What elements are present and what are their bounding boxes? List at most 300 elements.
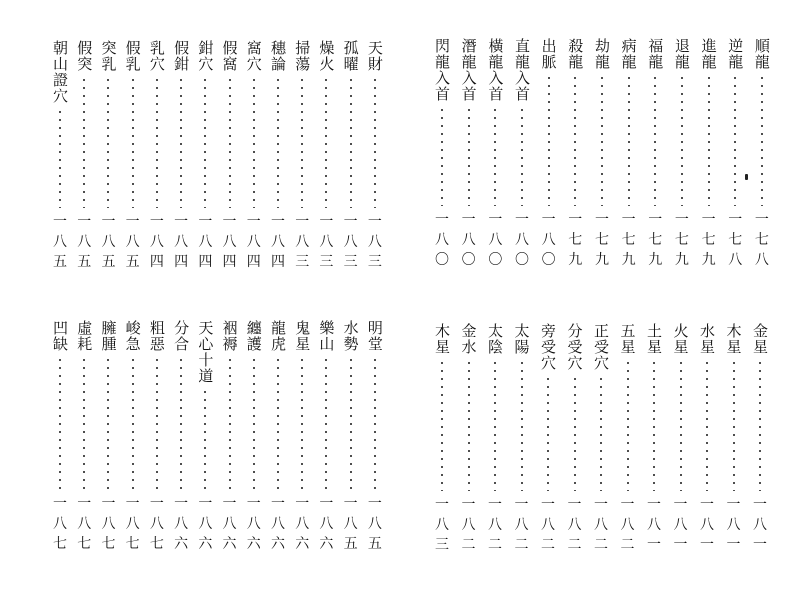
toc-entry-title: 木星 xyxy=(724,323,743,355)
leader-dots xyxy=(180,76,182,208)
page-number-digit: 八 xyxy=(753,517,767,533)
page-number-digit: 三 xyxy=(367,254,382,270)
leader-dots xyxy=(180,356,182,490)
leader-dots xyxy=(628,74,630,206)
leader-dots xyxy=(132,76,134,208)
page-number-digit: 一 xyxy=(198,496,213,512)
page-number-digit: 一 xyxy=(101,496,116,512)
page-number-digit: 八 xyxy=(270,234,285,250)
page-number-digit: 一 xyxy=(673,497,688,513)
toc-entry xyxy=(244,320,264,554)
page-number-digit: 〇 xyxy=(461,252,476,268)
toc-page-number xyxy=(244,494,264,554)
toc-entry-title: 殺龍 xyxy=(566,38,585,70)
toc-page-number xyxy=(123,212,143,272)
leader-dots xyxy=(601,74,603,206)
page-number-digit: 〇 xyxy=(514,252,529,268)
leader-dots xyxy=(83,356,85,490)
toc-entry xyxy=(671,323,691,555)
page-number-digit: 二 xyxy=(461,537,476,553)
toc-entry-title: 福龍 xyxy=(646,38,665,70)
toc-entry-title: 燥火 xyxy=(317,40,336,72)
leader-dots xyxy=(59,108,61,208)
page-number-digit: 一 xyxy=(53,214,67,230)
toc-entry-title: 假鉗 xyxy=(172,40,191,72)
page-number-digit: 三 xyxy=(343,254,358,270)
toc-page-number xyxy=(365,212,385,272)
toc-block-top-left xyxy=(50,40,385,272)
toc-entry xyxy=(268,40,288,272)
toc-entry xyxy=(697,323,717,555)
toc-page-number xyxy=(268,494,288,554)
toc-entry-title: 龍虎 xyxy=(268,320,287,352)
page-number-digit: 一 xyxy=(53,496,67,512)
page-number-digit: 一 xyxy=(125,214,140,230)
page-number-digit: 七 xyxy=(594,232,609,248)
toc-page-number xyxy=(724,495,744,555)
page-number-digit: 一 xyxy=(149,496,164,512)
page-number-digit: 八 xyxy=(77,516,92,532)
toc-page-number xyxy=(672,210,692,270)
page-number-digit: 一 xyxy=(319,214,334,230)
page-number-digit: 八 xyxy=(295,234,310,250)
toc-page-number xyxy=(98,494,118,554)
page-number-digit: 六 xyxy=(222,536,237,552)
page-number-digit: 一 xyxy=(174,214,189,230)
leader-dots xyxy=(521,106,523,206)
toc-page-number xyxy=(432,210,452,270)
page-number-digit: 六 xyxy=(319,536,334,552)
page-number-digit: 八 xyxy=(367,234,382,250)
toc-page-number xyxy=(171,212,191,272)
page-number-digit: 八 xyxy=(319,516,334,532)
page-number-digit: 五 xyxy=(343,536,358,552)
page-number-digit: 八 xyxy=(488,232,503,248)
page-number-digit: 一 xyxy=(648,212,663,228)
page-number-digit: 一 xyxy=(270,214,285,230)
page-number-digit: 九 xyxy=(568,252,583,268)
leader-dots xyxy=(574,375,576,491)
toc-entry-title: 朝山證穴 xyxy=(51,40,69,104)
leader-dots xyxy=(350,76,352,208)
toc-page-number xyxy=(147,212,167,272)
page-number-digit: 七 xyxy=(568,232,583,248)
page-number-digit: 八 xyxy=(673,517,688,533)
toc-entry xyxy=(485,38,505,270)
page-number-digit: 一 xyxy=(728,212,743,228)
toc-page-number xyxy=(538,495,558,555)
page-number-digit: 七 xyxy=(701,232,716,248)
toc-entry xyxy=(147,40,167,272)
toc-entry xyxy=(292,40,312,272)
toc-entry-title: 虛耗 xyxy=(75,320,94,352)
page-number-digit: 一 xyxy=(514,497,529,513)
page-number-digit: 八 xyxy=(198,516,213,532)
toc-entry xyxy=(619,38,639,270)
toc-entry-title: 劫龍 xyxy=(592,38,611,70)
toc-entry xyxy=(592,38,612,270)
toc-entry xyxy=(644,323,664,555)
toc-entry xyxy=(123,320,143,554)
toc-entry xyxy=(74,40,94,272)
page-number-digit: 一 xyxy=(270,496,285,512)
page-number-digit: 八 xyxy=(620,517,635,533)
toc-entry xyxy=(50,320,70,554)
toc-entry-title: 假突 xyxy=(75,40,94,72)
toc-entry xyxy=(459,323,479,555)
page-number-digit: 一 xyxy=(488,497,502,513)
toc-entry xyxy=(244,40,264,272)
page-number-digit: 二 xyxy=(488,537,502,553)
toc-entry xyxy=(539,38,559,270)
page-number-digit: 一 xyxy=(77,214,92,230)
toc-entry-title: 金水 xyxy=(459,323,478,355)
leader-dots xyxy=(253,356,255,490)
page-number-digit: 八 xyxy=(222,516,237,532)
leader-dots xyxy=(494,359,496,491)
toc-page-number xyxy=(292,212,312,272)
page-number-digit: 四 xyxy=(270,254,285,270)
toc-entry-title: 火星 xyxy=(671,323,690,355)
page-number-digit: 八 xyxy=(461,517,476,533)
leader-dots xyxy=(277,356,279,490)
toc-page-number xyxy=(341,494,361,554)
page-number-digit: 七 xyxy=(149,536,164,552)
page-number-digit: 〇 xyxy=(435,252,449,268)
page-number-digit: 一 xyxy=(77,496,92,512)
toc-page-number xyxy=(512,495,532,555)
leader-dots xyxy=(708,74,710,206)
page-number-digit: 一 xyxy=(514,212,529,228)
page-number-digit: 四 xyxy=(149,254,164,270)
toc-entry-title: 退龍 xyxy=(672,38,691,70)
page-number-digit: 七 xyxy=(674,232,689,248)
toc-entry-title: 木星 xyxy=(433,323,451,355)
toc-page-number xyxy=(618,495,638,555)
leader-dots xyxy=(547,375,549,491)
page-number-digit: 八 xyxy=(295,516,310,532)
toc-page-number xyxy=(195,494,215,554)
page-number-digit: 五 xyxy=(125,254,140,270)
toc-entry xyxy=(268,320,288,554)
page-number-digit: 六 xyxy=(246,536,261,552)
toc-page-number xyxy=(432,495,452,555)
toc-entry-title: 太陽 xyxy=(512,323,531,355)
toc-entry-title: 直龍入首 xyxy=(512,38,531,102)
page-number-digit: 七 xyxy=(53,536,67,552)
toc-entry xyxy=(565,323,585,555)
page-number-digit: 一 xyxy=(620,497,635,513)
toc-entry xyxy=(50,40,70,272)
page-number-digit: 一 xyxy=(674,212,689,228)
toc-entry-title: 旁受穴 xyxy=(539,323,557,371)
page-number-digit: 一 xyxy=(246,496,261,512)
toc-entry-title: 水勢 xyxy=(341,320,360,352)
toc-entry-title: 明堂 xyxy=(365,320,384,352)
toc-entry xyxy=(752,38,772,270)
page-number-digit: 一 xyxy=(246,214,261,230)
toc-entry-title: 橫龍入首 xyxy=(486,38,505,102)
page-number-digit: 一 xyxy=(726,497,741,513)
page-number-digit: 七 xyxy=(125,536,140,552)
page-number-digit: 八 xyxy=(367,516,382,532)
page-number-digit: 一 xyxy=(700,497,714,513)
page-number-digit: 八 xyxy=(461,232,476,248)
toc-entry xyxy=(365,40,385,272)
page-number-digit: 八 xyxy=(567,517,582,533)
leader-dots xyxy=(156,76,158,208)
toc-page-number xyxy=(316,494,336,554)
page-number-digit: 一 xyxy=(568,212,583,228)
page-number-digit: 八 xyxy=(53,234,67,250)
page-number-digit: 四 xyxy=(222,254,237,270)
page-number-digit: 五 xyxy=(77,254,92,270)
toc-page-number xyxy=(74,212,94,272)
toc-block-top-right xyxy=(432,38,772,270)
toc-entry xyxy=(220,320,240,554)
page-number-digit: 八 xyxy=(222,234,237,250)
page-number-digit: 一 xyxy=(754,212,769,228)
page-number-digit: 一 xyxy=(753,537,767,553)
toc-page-number xyxy=(74,494,94,554)
leader-dots xyxy=(654,74,656,206)
toc-entry-title: 太陰 xyxy=(486,323,504,355)
page-number-digit: 八 xyxy=(726,517,741,533)
page-number-digit: 八 xyxy=(246,234,261,250)
toc-entry xyxy=(365,320,385,554)
toc-entry-title: 窩穴 xyxy=(244,40,263,72)
leader-dots xyxy=(59,356,61,490)
leader-dots xyxy=(107,76,109,208)
leader-dots xyxy=(253,76,255,208)
toc-entry xyxy=(432,38,452,270)
page-number-digit: 一 xyxy=(647,497,661,513)
page-number-digit: 一 xyxy=(621,212,636,228)
page-number-digit: 一 xyxy=(753,497,767,513)
leader-dots xyxy=(627,359,629,491)
page-number-digit: 四 xyxy=(198,254,213,270)
page-number-digit: 九 xyxy=(674,252,689,268)
page-number-digit: 一 xyxy=(435,497,449,513)
page-number-digit: 二 xyxy=(514,537,529,553)
page-number-digit: 〇 xyxy=(541,252,556,268)
toc-entry xyxy=(292,320,312,554)
toc-entry-title: 突乳 xyxy=(99,40,118,72)
toc-entry-title: 纏護 xyxy=(244,320,263,352)
page-number-digit: 九 xyxy=(594,252,609,268)
page-number-digit: 八 xyxy=(198,234,213,250)
page-number-digit: 七 xyxy=(648,232,663,248)
toc-entry xyxy=(147,320,167,554)
toc-entry xyxy=(74,320,94,554)
page-number-digit: 四 xyxy=(246,254,261,270)
page-number-digit: 八 xyxy=(647,517,661,533)
toc-entry-title: 掃蕩 xyxy=(293,40,312,72)
page-number-digit: 七 xyxy=(77,536,92,552)
page-number-digit: 一 xyxy=(461,212,476,228)
page-number-digit: 八 xyxy=(594,517,608,533)
toc-entry-title: 裀褥 xyxy=(220,320,239,352)
toc-page-number xyxy=(244,212,264,272)
toc-page-number xyxy=(365,494,385,554)
toc-page-number xyxy=(750,495,770,555)
page-number-digit: 七 xyxy=(728,232,743,248)
leader-dots xyxy=(204,76,206,208)
leader-dots xyxy=(374,76,376,208)
toc-entry-title: 假窩 xyxy=(220,40,239,72)
toc-entry xyxy=(591,323,611,555)
toc-entry-title: 分受穴 xyxy=(565,323,584,371)
page-number-digit: 一 xyxy=(101,214,116,230)
toc-entry-title: 粗惡 xyxy=(147,320,166,352)
page-number-digit: 六 xyxy=(295,536,310,552)
leader-dots xyxy=(706,359,708,491)
toc-entry-title: 臃腫 xyxy=(99,320,118,352)
page-number-digit: 五 xyxy=(101,254,116,270)
leader-dots xyxy=(156,356,158,490)
page-number-digit: 八 xyxy=(174,234,189,250)
page-number-digit: 八 xyxy=(174,516,189,532)
page-number-digit: 一 xyxy=(367,496,382,512)
page-number-digit: 一 xyxy=(222,214,237,230)
page-number-digit: 一 xyxy=(295,496,310,512)
toc-entry xyxy=(195,40,215,272)
page-number-digit: 八 xyxy=(246,516,261,532)
page-number-digit: 七 xyxy=(754,232,769,248)
toc-page-number xyxy=(539,210,559,270)
page-number-digit: 八 xyxy=(488,517,502,533)
leader-dots xyxy=(734,74,736,206)
toc-page-number xyxy=(619,210,639,270)
toc-page-number xyxy=(341,212,361,272)
toc-entry-title: 金星 xyxy=(751,323,769,355)
toc-entry-title: 正受穴 xyxy=(592,323,610,371)
toc-page-number xyxy=(292,494,312,554)
leader-dots xyxy=(229,76,231,208)
leader-dots xyxy=(132,356,134,490)
toc-entry xyxy=(98,40,118,272)
page-number-digit: 二 xyxy=(567,537,582,553)
page-number-digit: 一 xyxy=(343,496,358,512)
page-number-digit: 五 xyxy=(367,536,382,552)
toc-page-number xyxy=(591,495,611,555)
page-number-digit: 八 xyxy=(149,234,164,250)
page-number-digit: 一 xyxy=(295,214,310,230)
toc-entry-title: 峻急 xyxy=(123,320,142,352)
toc-page-number xyxy=(123,494,143,554)
toc-page-number xyxy=(195,212,215,272)
page-number-digit: 一 xyxy=(367,214,382,230)
page-number-digit: 八 xyxy=(101,516,116,532)
page-number-digit: 一 xyxy=(647,537,661,553)
page-number-digit: 三 xyxy=(435,537,449,553)
toc-entry xyxy=(725,38,745,270)
page-number-digit: 八 xyxy=(435,232,449,248)
toc-page-number xyxy=(725,210,745,270)
toc-page-number xyxy=(697,495,717,555)
toc-entry-title: 穗論 xyxy=(268,40,287,72)
toc-block-bottom-right xyxy=(432,323,770,555)
toc-page-number xyxy=(565,210,585,270)
page-number-digit: 一 xyxy=(700,537,714,553)
page-number-digit: 二 xyxy=(620,537,635,553)
toc-page-number xyxy=(592,210,612,270)
toc-entry xyxy=(565,38,585,270)
toc-page-number xyxy=(459,210,479,270)
toc-entry-title: 進龍 xyxy=(699,38,718,70)
leader-dots xyxy=(83,76,85,208)
toc-entry xyxy=(341,320,361,554)
toc-page-number xyxy=(645,210,665,270)
toc-entry-title: 鬼星 xyxy=(293,320,312,352)
page-number-digit: 三 xyxy=(295,254,310,270)
toc-entry xyxy=(316,320,336,554)
page-number-digit: 八 xyxy=(514,232,529,248)
scan-speck xyxy=(745,174,748,180)
page-number-digit: 二 xyxy=(541,537,555,553)
toc-page-number xyxy=(459,495,479,555)
page-number-digit: 七 xyxy=(621,232,636,248)
page-number-digit: 一 xyxy=(701,212,716,228)
toc-page-number xyxy=(485,495,505,555)
page-number-digit: 八 xyxy=(435,517,449,533)
page-number-digit: 五 xyxy=(53,254,67,270)
page-number-digit: 八 xyxy=(541,232,556,248)
page-number-digit: 八 xyxy=(541,517,555,533)
toc-entry-title: 孤曜 xyxy=(341,40,360,72)
leader-dots xyxy=(521,359,523,491)
toc-entry-title: 土星 xyxy=(645,323,663,355)
toc-entry xyxy=(512,323,532,555)
toc-entry xyxy=(171,320,191,554)
page-number-digit: 一 xyxy=(541,497,555,513)
toc-entry xyxy=(171,40,191,272)
toc-page-number xyxy=(50,212,70,272)
leader-dots xyxy=(350,356,352,490)
leader-dots xyxy=(325,356,327,490)
toc-page-number xyxy=(220,212,240,272)
toc-page-number xyxy=(147,494,167,554)
page-number-digit: 八 xyxy=(149,516,164,532)
toc-entry-title: 凹缺 xyxy=(51,320,69,352)
page-number-digit: 三 xyxy=(319,254,334,270)
toc-entry-title: 閃龍入首 xyxy=(433,38,451,102)
page-number-digit: 八 xyxy=(514,517,529,533)
page-number-digit: 八 xyxy=(728,252,743,268)
toc-entry-title: 五星 xyxy=(618,323,637,355)
page-number-digit: 一 xyxy=(125,496,140,512)
toc-entry xyxy=(699,38,719,270)
leader-dots xyxy=(468,359,470,491)
page-number-digit: 一 xyxy=(673,537,688,553)
toc-entry-title: 天財 xyxy=(365,40,384,72)
page-number-digit: 一 xyxy=(319,496,334,512)
page-number-digit: 七 xyxy=(101,536,116,552)
toc-page-number xyxy=(268,212,288,272)
page-number-digit: 一 xyxy=(435,212,449,228)
page-number-digit: 八 xyxy=(77,234,92,250)
toc-entry xyxy=(618,323,638,555)
leader-dots xyxy=(574,74,576,206)
toc-entry-title: 乳穴 xyxy=(147,40,166,72)
leader-dots xyxy=(600,375,602,491)
page-number-digit: 九 xyxy=(648,252,663,268)
page-number-digit: 八 xyxy=(700,517,714,533)
leader-dots xyxy=(761,74,763,206)
toc-entry-title: 病龍 xyxy=(619,38,638,70)
toc-block-bottom-left xyxy=(50,320,385,554)
toc-entry xyxy=(316,40,336,272)
